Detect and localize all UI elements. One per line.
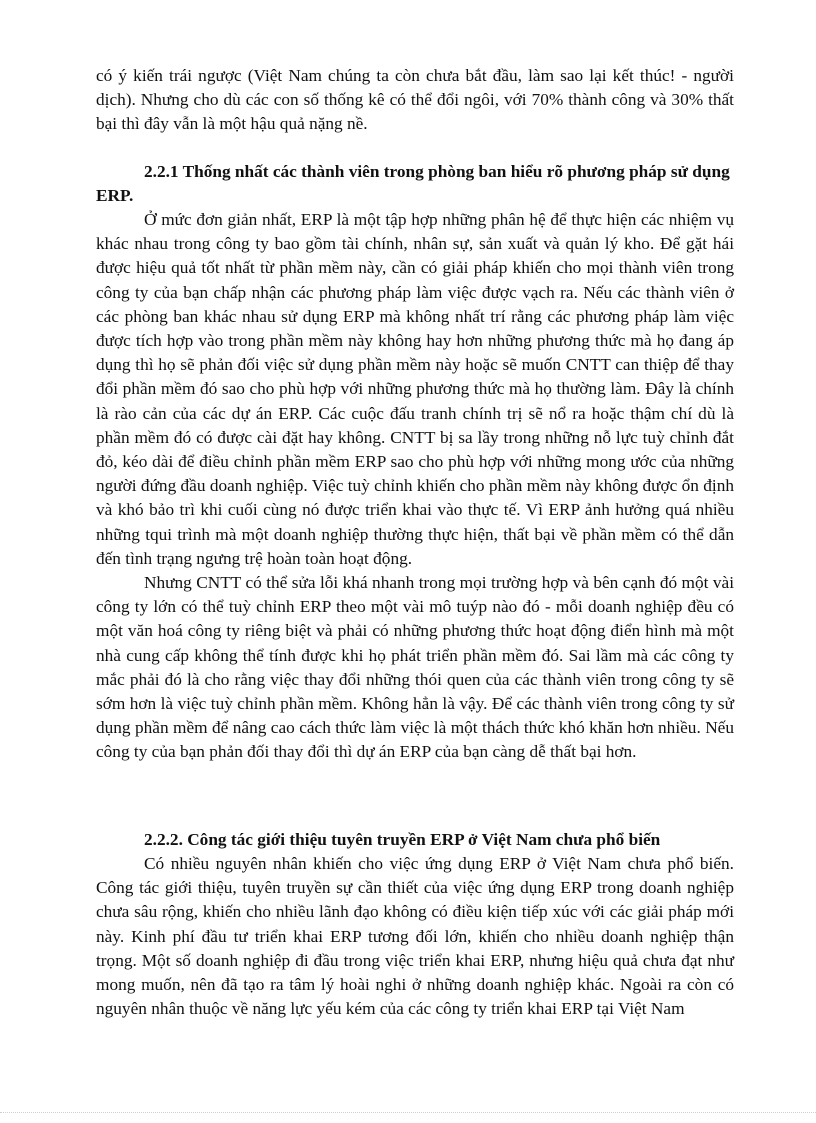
- section-1-paragraph-1: Ở mức đơn giản nhất, ERP là một tập hợp những phân hệ để thực hiện các nhiệm vụ khác nhau trong công ty bao gồm tài chính, nhân sự, sản xuất và quản lý kho. Để gặt hái được hiệu quả tốt nhất từ phần mềm này, cần có giải pháp khiến cho mọi thành viên trong công ty của bạn chấp nhận các phương pháp làm việc được vạch ra. Nếu các thành viên ở các phòng ban khác nhau sử dụng ERP mà không nhất trí rằng các phương pháp làm việc được tích hợp vào trong phần mềm này không hay hơn những phương thức mà họ đang áp dụng thì họ sẽ phản đối việc sử dụng phần mềm này hoặc sẽ muốn CNTT can thiệp để thay đổi phần mềm đó sao cho phù hợp với những phương thức mà họ thường làm. Đây là chính là rào cản của các dự án ERP. Các cuộc đấu tranh chính trị sẽ nổ ra hoặc thậm chí dù là phần mềm đó có được cài đặt hay không. CNTT bị sa lầy trong những nỗ lực tuỳ chỉnh đắt đỏ, kéo dài để điều chỉnh phần mềm ERP sao cho phù hợp với những mong ước của những người đứng đầu doanh nghiệp. Việc tuỳ chỉnh khiến cho phần mềm này không được ổn định và khó bảo trì khi cuối cùng nó được triển khai vào thực tế. Vì ERP ảnh hưởng quá nhiều những tqui trình mà một doanh nghiệp thường thực hiện, thất bại về phần mềm có thể dẫn đến tình trạng ngưng trệ hoàn toàn hoạt động.: [96, 210, 734, 568]
- document-page: [96, 64, 734, 1021]
- page-bottom-border: [0, 1112, 816, 1113]
- spacer: [96, 765, 734, 828]
- section-heading-2-2-1: 2.2.1 Thống nhất các thành viên trong phòng ban hiểu rõ phương pháp sử dụng ERP.: [96, 161, 730, 205]
- section-heading-2-2-2: 2.2.2. Công tác giới thiệu tuyên truyền ERP ở Việt Nam chưa phổ biến: [144, 829, 661, 849]
- section-2-paragraph-1: Có nhiều nguyên nhân khiến cho việc ứng dụng ERP ở Việt Nam chưa phổ biến. Công tác giới thiệu, tuyên truyền sự cần thiết của việc ứng dụng ERP trong doanh nghiệp chưa sâu rộng, khiến cho nhiều lãnh đạo không có điều kiện tiếp xúc với các giải pháp mới này. Kinh phí đầu tư triển khai ERP tương đối lớn, khiến cho nhiều doanh nghiệp thận trọng. Một số doanh nghiệp đi đầu trong việc triển khai ERP, nhưng hiệu quả chưa đạt như mong muốn, nên đã tạo ra tâm lý hoài nghi ở những doanh nghiệp khác. Ngoài ra còn có nguyên nhân thuộc về năng lực yếu kém của các công ty triển khai ERP tại Việt Nam: [96, 853, 734, 1019]
- intro-paragraph: có ý kiến trái ngược (Việt Nam chúng ta còn chưa bắt đầu, làm sao lại kết thúc! - người dịch). Nhưng cho dù các con số thống kê có thể đổi ngôi, với 70% thành công và 30% thất bại thì đây vẫn là một hậu quả nặng nề.: [96, 66, 734, 134]
- section-1-paragraph-2: Nhưng CNTT có thể sửa lỗi khá nhanh trong mọi trường hợp và bên cạnh đó một vài công ty lớn có thể tuỳ chỉnh ERP theo một vài mô tuýp nào đó - mỗi doanh nghiệp đều có một văn hoá công ty riêng biệt và phải có những phương thức hoạt động điển hình mà một nhà cung cấp không thể tính được khi họ phát triển phần mềm đó. Sai lầm mà các công ty mắc phải đó là cho rằng việc thay đổi những thói quen của các thành viên trong công ty sẽ sớm hơn là việc tuỳ chỉnh phần mềm. Không hẳn là vậy. Để các thành viên trong công ty sử dụng phần mềm để nâng cao cách thức làm việc là một thách thức khó khăn hơn nhiều. Nếu công ty của bạn phản đối thay đổi thì dự án ERP của bạn càng dễ thất bại hơn.: [96, 573, 734, 762]
- spacer: [96, 137, 734, 160]
